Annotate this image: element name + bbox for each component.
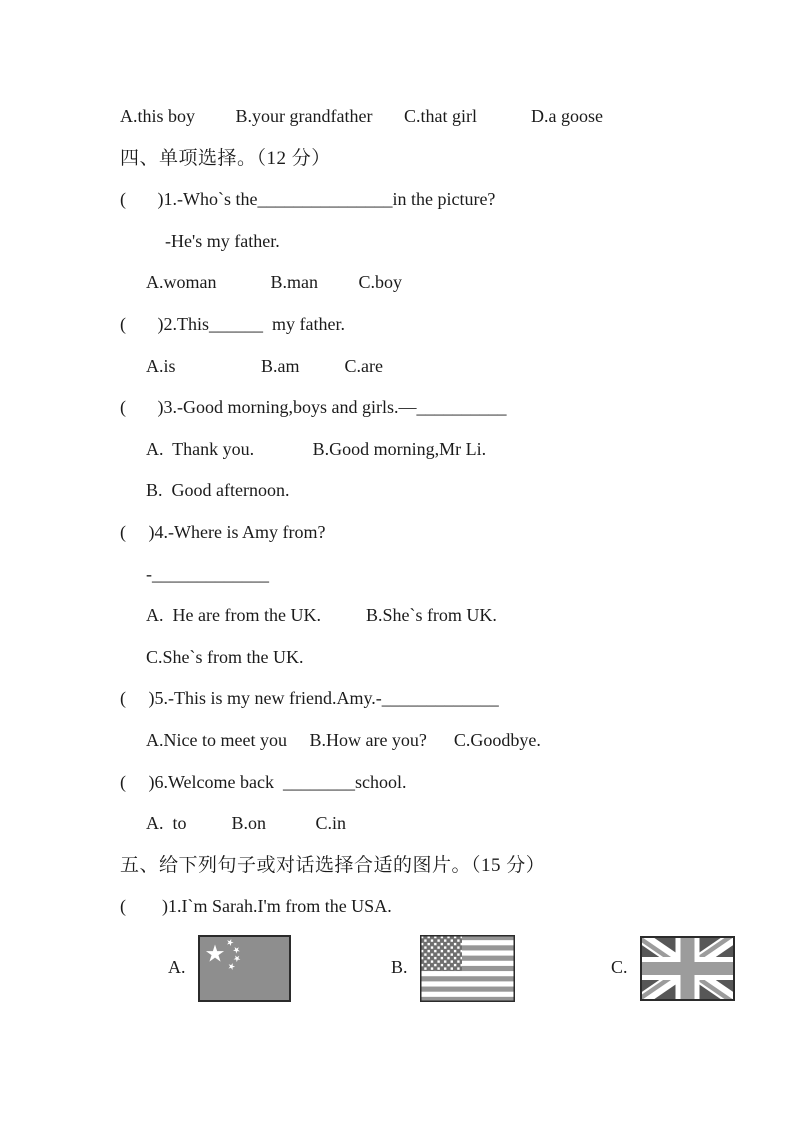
answer-images-row bbox=[0, 928, 793, 1020]
image-option-label-a: A. bbox=[168, 957, 186, 977]
text-line: A.this boy B.your grandfather C.that girl D.a goose bbox=[120, 106, 603, 126]
text-column bbox=[0, 96, 793, 928]
text-line: A.Nice to meet you B.How are you? C.Goodbye. bbox=[146, 729, 541, 750]
text-line: -_____________ bbox=[146, 563, 269, 584]
text-line: ( )4.-Where is Amy from? bbox=[120, 521, 326, 542]
text-line: -He's my father. bbox=[165, 230, 280, 251]
text-line: C.She`s from the UK. bbox=[146, 646, 304, 667]
usa-flag-image bbox=[420, 935, 515, 1002]
text-line: B. Good afternoon. bbox=[146, 480, 290, 501]
text-line: ( )1.I`m Sarah.I'm from the USA. bbox=[120, 896, 392, 917]
text-line: A.woman B.man C.boy bbox=[146, 272, 402, 293]
section-header: 四、单项选择。（12 分） bbox=[120, 147, 331, 169]
china-flag-image bbox=[198, 935, 291, 1002]
text-line: ( )2.This______ my father. bbox=[120, 313, 345, 334]
text-line: A.is B.am C.are bbox=[146, 355, 383, 376]
image-option-label-c: C. bbox=[611, 957, 628, 977]
text-line: ( )5.-This is my new friend.Amy.-_____________ bbox=[120, 688, 499, 709]
text-line: A. Thank you. B.Good morning,Mr Li. bbox=[146, 438, 487, 459]
text-line: ( )1.-Who`s the_______________in the picture? bbox=[120, 189, 496, 210]
text-line: A. He are from the UK. B.She`s from UK. bbox=[146, 605, 497, 626]
text-line: A. to B.on C.in bbox=[146, 813, 347, 834]
image-option-label-b: B. bbox=[391, 957, 408, 977]
text-line: ( )3.-Good morning,boys and girls.—__________ bbox=[120, 397, 507, 418]
uk-flag-image bbox=[640, 936, 735, 1001]
section-header: 五、给下列句子或对话选择合适的图片。（15 分） bbox=[120, 854, 546, 876]
text-line: ( )6.Welcome back ________school. bbox=[120, 771, 407, 792]
